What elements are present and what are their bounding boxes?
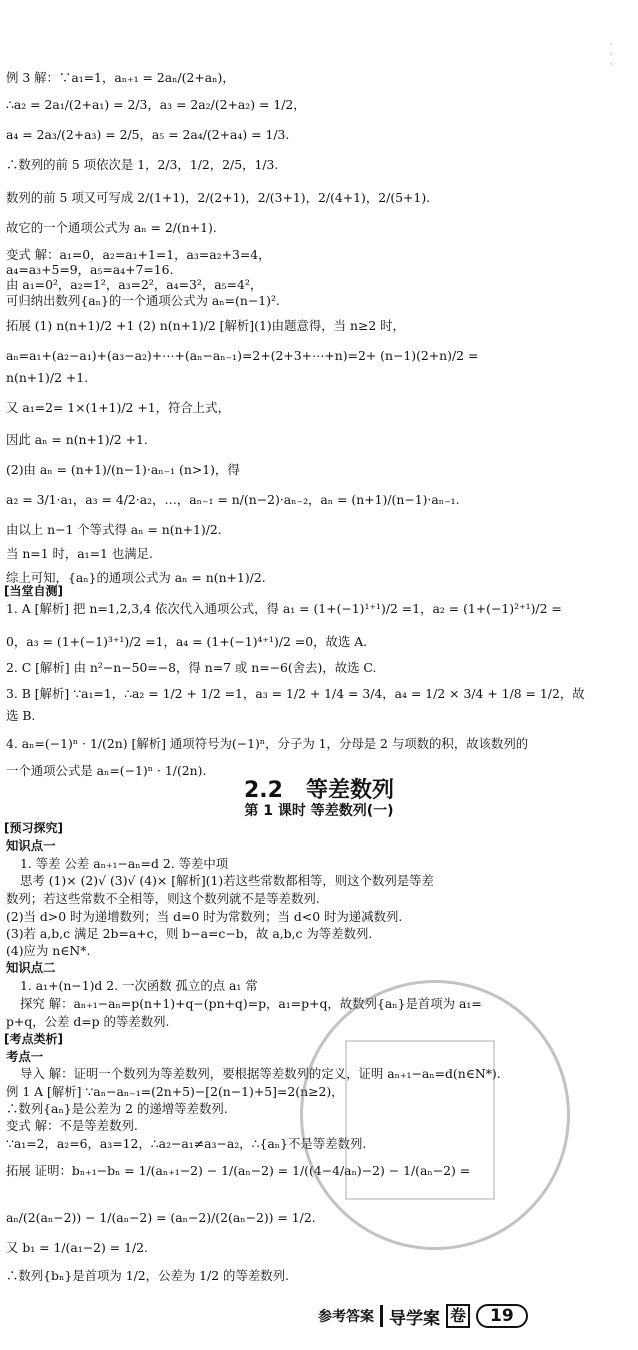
seal-stamp-inner <box>345 1040 495 1200</box>
text-line: 选 B. <box>6 708 36 723</box>
text-line: 由以上 n−1 个等式得 aₙ = n(n+1)/2. <box>6 522 222 537</box>
text-line: a₄ = 2a₃/(2+a₃) = 2/5，a₅ = 2a₄/(2+a₄) = 1/3. <box>6 127 290 142</box>
text-line: a₄=a₃+5=9，a₅=a₄+7=16. <box>6 262 174 277</box>
footer-divider <box>380 1305 383 1327</box>
footer-brand: 导学案 <box>389 1308 440 1329</box>
text-line: 因此 aₙ = n(n+1)/2 +1. <box>6 432 148 447</box>
text-line: 数列；若这些常数不全相等，则这个数列就不是等差数列. <box>6 891 320 906</box>
footer-ref: 参考答案 <box>318 1309 374 1325</box>
text-line: aₙ=a₁+(a₂−a₁)+(a₃−a₂)+⋯+(aₙ−aₙ₋₁)=2+(2+3+⋯+n)=2+ (n−1)(2+n)/2 = <box>6 348 479 363</box>
section-title: 2.2 等差数列 <box>244 778 394 803</box>
text-line: 0，a₃ = (1+(−1)³⁺¹)/2 =1，a₄ = (1+(−1)⁴⁺¹)/2 =0，故选 A. <box>6 634 368 649</box>
text-line: 导入 解：证明一个数列为等差数列，要根据等差数列的定义，证明 aₙ₊₁−aₙ=d(n∈N*). <box>20 1066 501 1081</box>
section-header: [当堂自测] <box>4 584 63 598</box>
page-footer <box>318 1302 568 1330</box>
text-line: 考点一 <box>6 1049 44 1064</box>
text-line: (2)当 d>0 时为递增数列；当 d=0 时为常数列；当 d<0 时为递减数列. <box>6 909 403 924</box>
text-line: 1. a₁+(n−1)d 2. 一次函数 孤立的点 a₁ 常 <box>20 978 258 993</box>
text-line: (4)应为 n∈N*. <box>6 943 91 958</box>
margin-dots: · · · <box>610 40 613 69</box>
text-line: ∴数列的前 5 项依次是 1，2/3，1/2，2/5，1/3. <box>6 157 279 172</box>
text-line: 当 n=1 时，a₁=1 也满足. <box>6 546 153 561</box>
text-line: (3)若 a,b,c 满足 2b=a+c，则 b−a=c−b，故 a,b,c 为等差数列. <box>6 926 373 941</box>
section-header: [预习探究] <box>4 821 63 835</box>
text-line: 拓展 (1) n(n+1)/2 +1 (2) n(n+1)/2 [解析](1)由题意得，当 n≥2 时， <box>6 318 405 333</box>
text-line: 又 b₁ = 1/(a₁−2) = 1/2. <box>6 1240 148 1255</box>
text-line: 思考 (1)× (2)√ (3)√ (4)× [解析](1)若这些常数都相等，则这个数列是等差 <box>20 873 434 888</box>
lesson-title: 第 1 课时 等差数列(一) <box>244 803 394 819</box>
text-line: 1. A [解析] 把 n=1,2,3,4 依次代入通项公式，得 a₁ = (1+(−1)¹⁺¹)/2 =1，a₂ = (1+(−1)²⁺¹)/2 = <box>6 601 562 616</box>
text-line: 4. aₙ=(−1)ⁿ · 1/(2n) [解析] 通项符号为(−1)ⁿ，分子为 1，分母是 2 与项数的积，故该数列的 <box>6 736 529 751</box>
text-line: 故它的一个通项公式为 aₙ = 2/(n+1). <box>6 220 217 235</box>
section-header: [考点类析] <box>4 1032 63 1046</box>
text-line: 拓展 证明：bₙ₊₁−bₙ = 1/(aₙ₊₁−2) − 1/(aₙ−2) = 1/((4−4/aₙ)−2) − 1/(aₙ−2) = <box>6 1163 471 1178</box>
text-line: p+q，公差 d=p 的等差数列. <box>6 1014 170 1029</box>
text-line: 3. B [解析] ∵a₁=1，∴a₂ = 1/2 + 1/2 =1，a₃ = 1/2 + 1/4 = 3/4，a₄ = 1/2 × 3/4 + 1/8 = 1/2，故 <box>6 686 585 701</box>
text-line: ∴数列{bₙ}是首项为 1/2，公差为 1/2 的等差数列. <box>6 1268 289 1283</box>
text-line: 2. C [解析] 由 n²−n−50=−8，得 n=7 或 n=−6(舍去)，故选 C. <box>6 660 377 675</box>
text-line: 变式 解：不是等差数列. <box>6 1118 138 1133</box>
text-line: 变式 解：a₁=0，a₂=a₁+1=1，a₃=a₂+3=4， <box>6 247 271 262</box>
text-line: aₙ/(2(aₙ−2)) − 1/(aₙ−2) = (aₙ−2)/(2(aₙ−2)) = 1/2. <box>6 1210 316 1225</box>
text-line: 1. 等差 公差 aₙ₊₁−aₙ=d 2. 等差中项 <box>20 856 229 871</box>
text-line: n(n+1)/2 +1. <box>6 370 89 385</box>
text-line: a₂ = 3/1·a₁，a₃ = 4/2·a₂，…，aₙ₋₁ = n/(n−2)·aₙ₋₂，aₙ = (n+1)/(n−1)·aₙ₋₁. <box>6 492 460 507</box>
footer-volume: 卷 <box>446 1304 470 1328</box>
text-line: 一个通项公式是 aₙ=(−1)ⁿ · 1/(2n). <box>6 763 207 778</box>
text-line: ∴数列{aₙ}是公差为 2 的递增等差数列. <box>6 1101 228 1116</box>
text-line: 例 1 A [解析] ∵aₙ−aₙ₋₁=(2n+5)−[2(n−1)+5]=2(n≥2)， <box>6 1084 344 1099</box>
text-line: 知识点二 <box>6 960 56 975</box>
text-line: 又 a₁=2= 1×(1+1)/2 +1，符合上式， <box>6 400 230 415</box>
page-number: 19 <box>476 1304 528 1328</box>
text-line: (2)由 aₙ = (n+1)/(n−1)·aₙ₋₁ (n>1)，得 <box>6 462 240 477</box>
text-line: ∴a₂ = 2a₁/(2+a₁) = 2/3，a₃ = 2a₂/(2+a₂) = 1/2， <box>6 97 306 112</box>
text-line: 数列的前 5 项又可写成 2/(1+1)，2/(2+1)，2/(3+1)，2/(4+1)，2/(5+1). <box>6 190 431 205</box>
text-line: 可归纳出数列{aₙ}的一个通项公式为 aₙ=(n−1)². <box>6 293 280 308</box>
text-line: ∵a₁=2，a₂=6，a₃=12，∴a₂−a₁≠a₃−a₂，∴{aₙ}不是等差数列. <box>6 1136 367 1151</box>
text-line: 探究 解：aₙ₊₁−aₙ=p(n+1)+q−(pn+q)=p，a₁=p+q，故数列{aₙ}是首项为 a₁= <box>20 996 482 1011</box>
text-line: 综上可知，{aₙ}的通项公式为 aₙ = n(n+1)/2. <box>6 570 266 585</box>
text-line: 知识点一 <box>6 838 56 853</box>
text-line: 例 3 解：∵a₁=1，aₙ₊₁ = 2aₙ/(2+aₙ)， <box>6 70 235 85</box>
text-line: 由 a₁=0²，a₂=1²，a₃=2²，a₄=3²，a₅=4²， <box>6 277 263 292</box>
